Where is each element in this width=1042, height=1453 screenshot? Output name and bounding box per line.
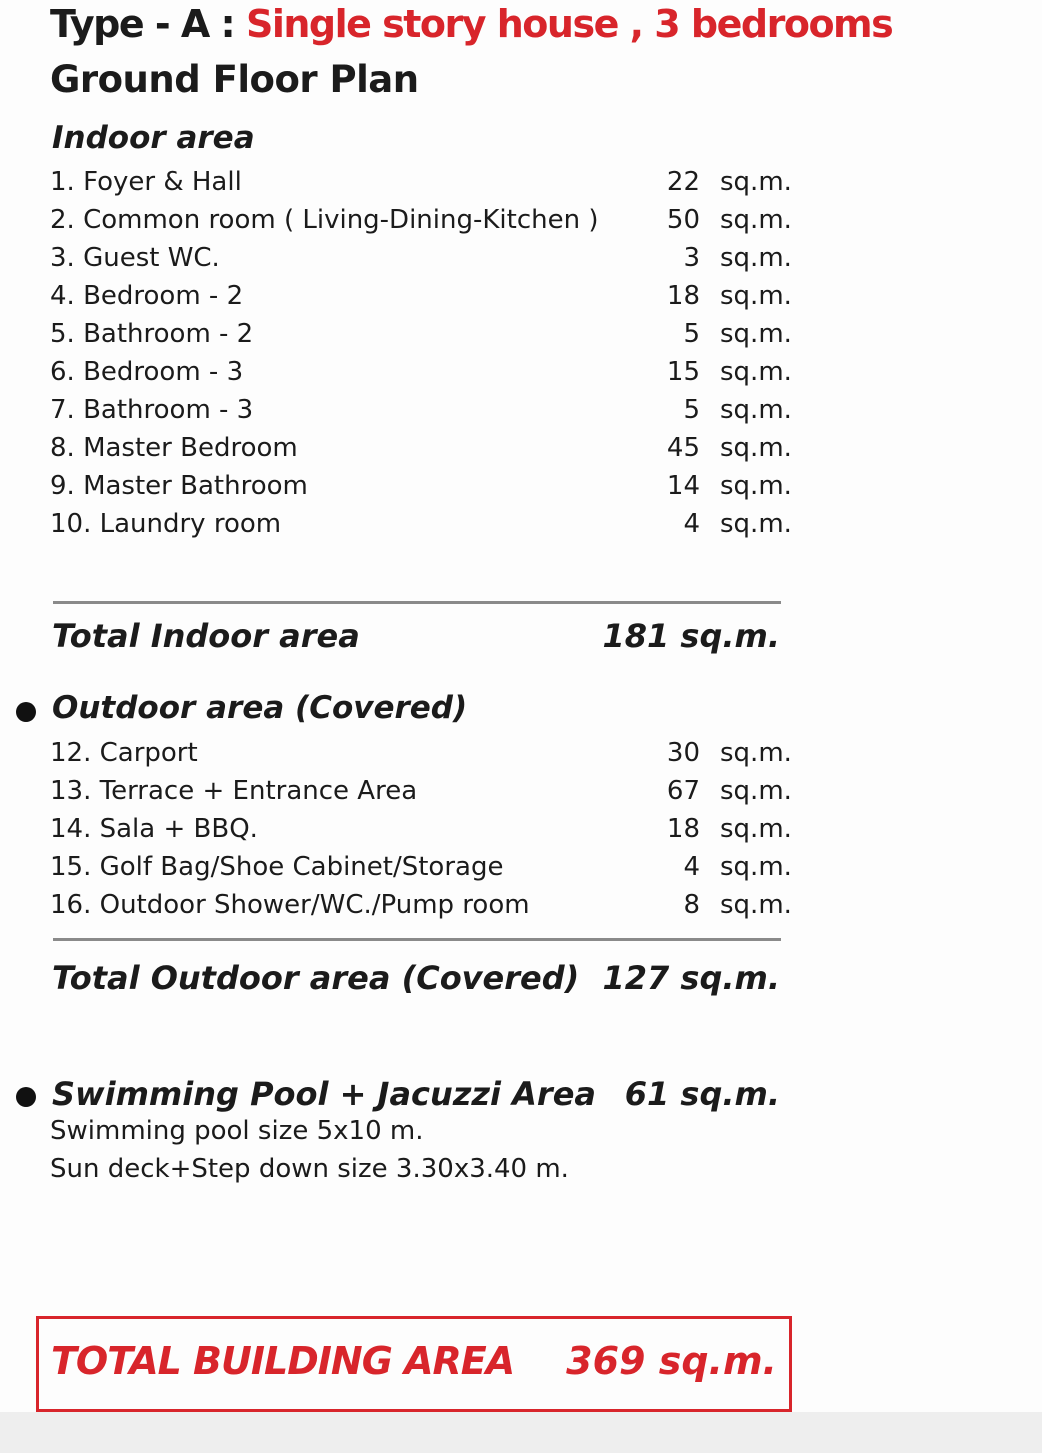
outdoor-heading: Outdoor area (Covered) (52, 690, 468, 726)
pool-row (52, 1072, 780, 1116)
item-unit: sq.m. (720, 738, 792, 768)
item-value: 14 (666, 471, 700, 501)
bullet-icon (16, 1087, 36, 1107)
list-item (50, 886, 792, 924)
outdoor-total-value: 127 sq.m. (602, 959, 780, 997)
outdoor-total-label: Total Outdoor area (Covered) (52, 959, 580, 997)
item-unit: sq.m. (720, 167, 792, 197)
item-unit: sq.m. (720, 281, 792, 311)
item-unit: sq.m. (720, 890, 792, 920)
item-value: 30 (666, 738, 700, 768)
item-unit: sq.m. (720, 319, 792, 349)
item-name: 9. Master Bathroom (50, 471, 308, 501)
page-subtitle: Ground Floor Plan (50, 58, 419, 101)
item-value: 15 (666, 357, 700, 387)
bullet-icon (16, 702, 36, 722)
item-unit: sq.m. (720, 471, 792, 501)
item-unit: sq.m. (720, 395, 792, 425)
item-value: 4 (683, 509, 700, 539)
list-item (50, 810, 792, 848)
item-value: 45 (666, 433, 700, 463)
item-name: 5. Bathroom - 2 (50, 319, 254, 349)
outdoor-total (52, 956, 780, 1000)
pool-value: 61 sq.m. (624, 1075, 780, 1113)
item-unit: sq.m. (720, 205, 792, 235)
type-label: Type - A : (50, 2, 246, 46)
indoor-total-label: Total Indoor area (52, 617, 360, 655)
item-unit: sq.m. (720, 814, 792, 844)
item-value: 18 (666, 814, 700, 844)
item-unit: sq.m. (720, 776, 792, 806)
total-building-area-box (36, 1316, 792, 1412)
item-unit: sq.m. (720, 509, 792, 539)
pool-size-note: Swimming pool size 5x10 m. (50, 1116, 424, 1146)
indoor-total (52, 614, 780, 658)
list-item (50, 734, 792, 772)
list-item (50, 163, 792, 201)
item-value: 3 (683, 243, 700, 273)
sundeck-size-note: Sun deck+Step down size 3.30x3.40 m. (50, 1154, 569, 1184)
item-value: 22 (666, 167, 700, 197)
bottom-strip (0, 1412, 1042, 1453)
page-title (50, 2, 892, 46)
item-name: 3. Guest WC. (50, 243, 220, 273)
pool-heading: Swimming Pool + Jacuzzi Area (52, 1075, 596, 1113)
list-item (50, 277, 792, 315)
list-item (50, 848, 792, 886)
item-value: 5 (683, 395, 700, 425)
item-value: 8 (683, 890, 700, 920)
item-name: 16. Outdoor Shower/WC./Pump room (50, 890, 530, 920)
item-unit: sq.m. (720, 852, 792, 882)
item-value: 18 (666, 281, 700, 311)
list-item (50, 353, 792, 391)
type-description: Single story house , 3 bedrooms (245, 2, 893, 46)
list-item (50, 429, 792, 467)
item-name: 14. Sala + BBQ. (50, 814, 258, 844)
list-item (50, 315, 792, 353)
list-item (50, 772, 792, 810)
item-name: 8. Master Bedroom (50, 433, 298, 463)
item-name: 15. Golf Bag/Shoe Cabinet/Storage (50, 852, 504, 882)
item-name: 12. Carport (50, 738, 198, 768)
item-name: 6. Bedroom - 3 (50, 357, 244, 387)
item-unit: sq.m. (720, 243, 792, 273)
item-name: 10. Laundry room (50, 509, 282, 539)
indoor-heading: Indoor area (52, 120, 255, 156)
list-item (50, 467, 792, 505)
list-item (50, 391, 792, 429)
item-name: 7. Bathroom - 3 (50, 395, 254, 425)
item-name: 2. Common room ( Living-Dining-Kitchen ) (50, 205, 599, 235)
list-item (50, 201, 792, 239)
total-building-area-label: TOTAL BUILDING AREA (51, 1339, 515, 1383)
item-value: 5 (683, 319, 700, 349)
item-name: 4. Bedroom - 2 (50, 281, 244, 311)
indoor-total-value: 181 sq.m. (602, 617, 780, 655)
item-name: 13. Terrace + Entrance Area (50, 776, 418, 806)
outdoor-divider (53, 938, 781, 941)
item-unit: sq.m. (720, 357, 792, 387)
indoor-divider (53, 601, 781, 604)
item-value: 4 (683, 852, 700, 882)
item-value: 67 (666, 776, 700, 806)
item-name: 1. Foyer & Hall (50, 167, 242, 197)
list-item (50, 239, 792, 277)
total-building-area-value: 369 sq.m. (566, 1339, 777, 1383)
item-unit: sq.m. (720, 433, 792, 463)
list-item (50, 505, 792, 543)
item-value: 50 (666, 205, 700, 235)
